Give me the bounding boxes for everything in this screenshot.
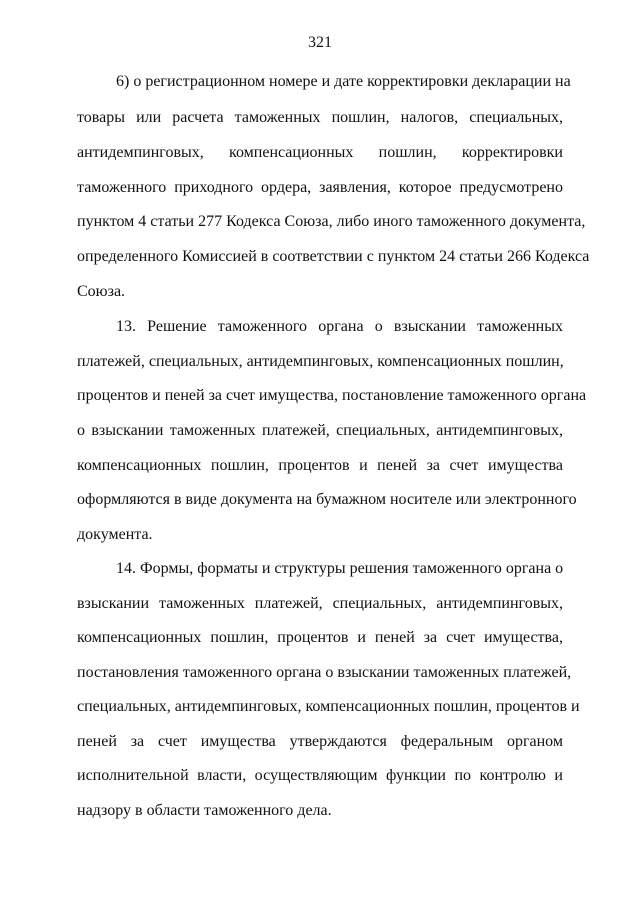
- paragraph-6-line-7: Союза.: [77, 283, 126, 300]
- paragraph-6-line-2: товары или расчета таможенных пошлин, налогов, специальных,: [77, 109, 563, 126]
- paragraph-13-line-5: компенсационных пошлин, процентов и пеней за счет имущества: [77, 457, 563, 474]
- paragraph-13-line-3: процентов и пеней за счет имущества, постановление таможенного органа: [77, 387, 587, 404]
- paragraph-6-line-4: таможенного приходного ордера, заявления, которое предусмотрено: [77, 179, 563, 196]
- paragraph-14-line-2: взыскании таможенных платежей, специальных, антидемпинговых,: [77, 595, 563, 612]
- paragraph-6-line-1: 6) о регистрационном номере и дате корректировки декларации на: [116, 73, 571, 90]
- paragraph-13-line-4: о взыскании таможенных платежей, специальных, антидемпинговых,: [77, 422, 563, 439]
- page-number: 321: [308, 34, 332, 51]
- paragraph-14-line-3: компенсационных пошлин, процентов и пеней за счет имущества,: [77, 629, 563, 646]
- paragraph-14-line-6: пеней за счет имущества утверждаются федеральным органом: [77, 733, 563, 750]
- paragraph-14-line-4: постановления таможенного органа о взыскании таможенных платежей,: [77, 664, 572, 681]
- paragraph-6-line-6: определенного Комиссией в соответствии с пунктом 24 статьи 266 Кодекса: [77, 248, 590, 265]
- paragraph-13-line-1: 13. Решение таможенного органа о взыскании таможенных: [116, 318, 563, 335]
- paragraph-13-line-7: документа.: [77, 526, 153, 543]
- paragraph-13-line-2: платежей, специальных, антидемпинговых, компенсационных пошлин,: [77, 353, 564, 370]
- paragraph-14-line-8: надзору в области таможенного дела.: [77, 802, 332, 819]
- paragraph-14-line-1: 14. Формы, форматы и структуры решения таможенного органа о: [116, 560, 564, 577]
- paragraph-14-line-5: специальных, антидемпинговых, компенсационных пошлин, процентов и: [77, 698, 580, 715]
- paragraph-13-line-6: оформляются в виде документа на бумажном носителе или электронного: [77, 491, 577, 508]
- paragraph-6-line-5: пунктом 4 статьи 277 Кодекса Союза, либо иного таможенного документа,: [77, 213, 586, 230]
- paragraph-14-line-7: исполнительной власти, осуществляющим функции по контролю и: [77, 767, 563, 784]
- paragraph-6-line-3: антидемпинговых, компенсационных пошлин, корректировки: [77, 144, 563, 161]
